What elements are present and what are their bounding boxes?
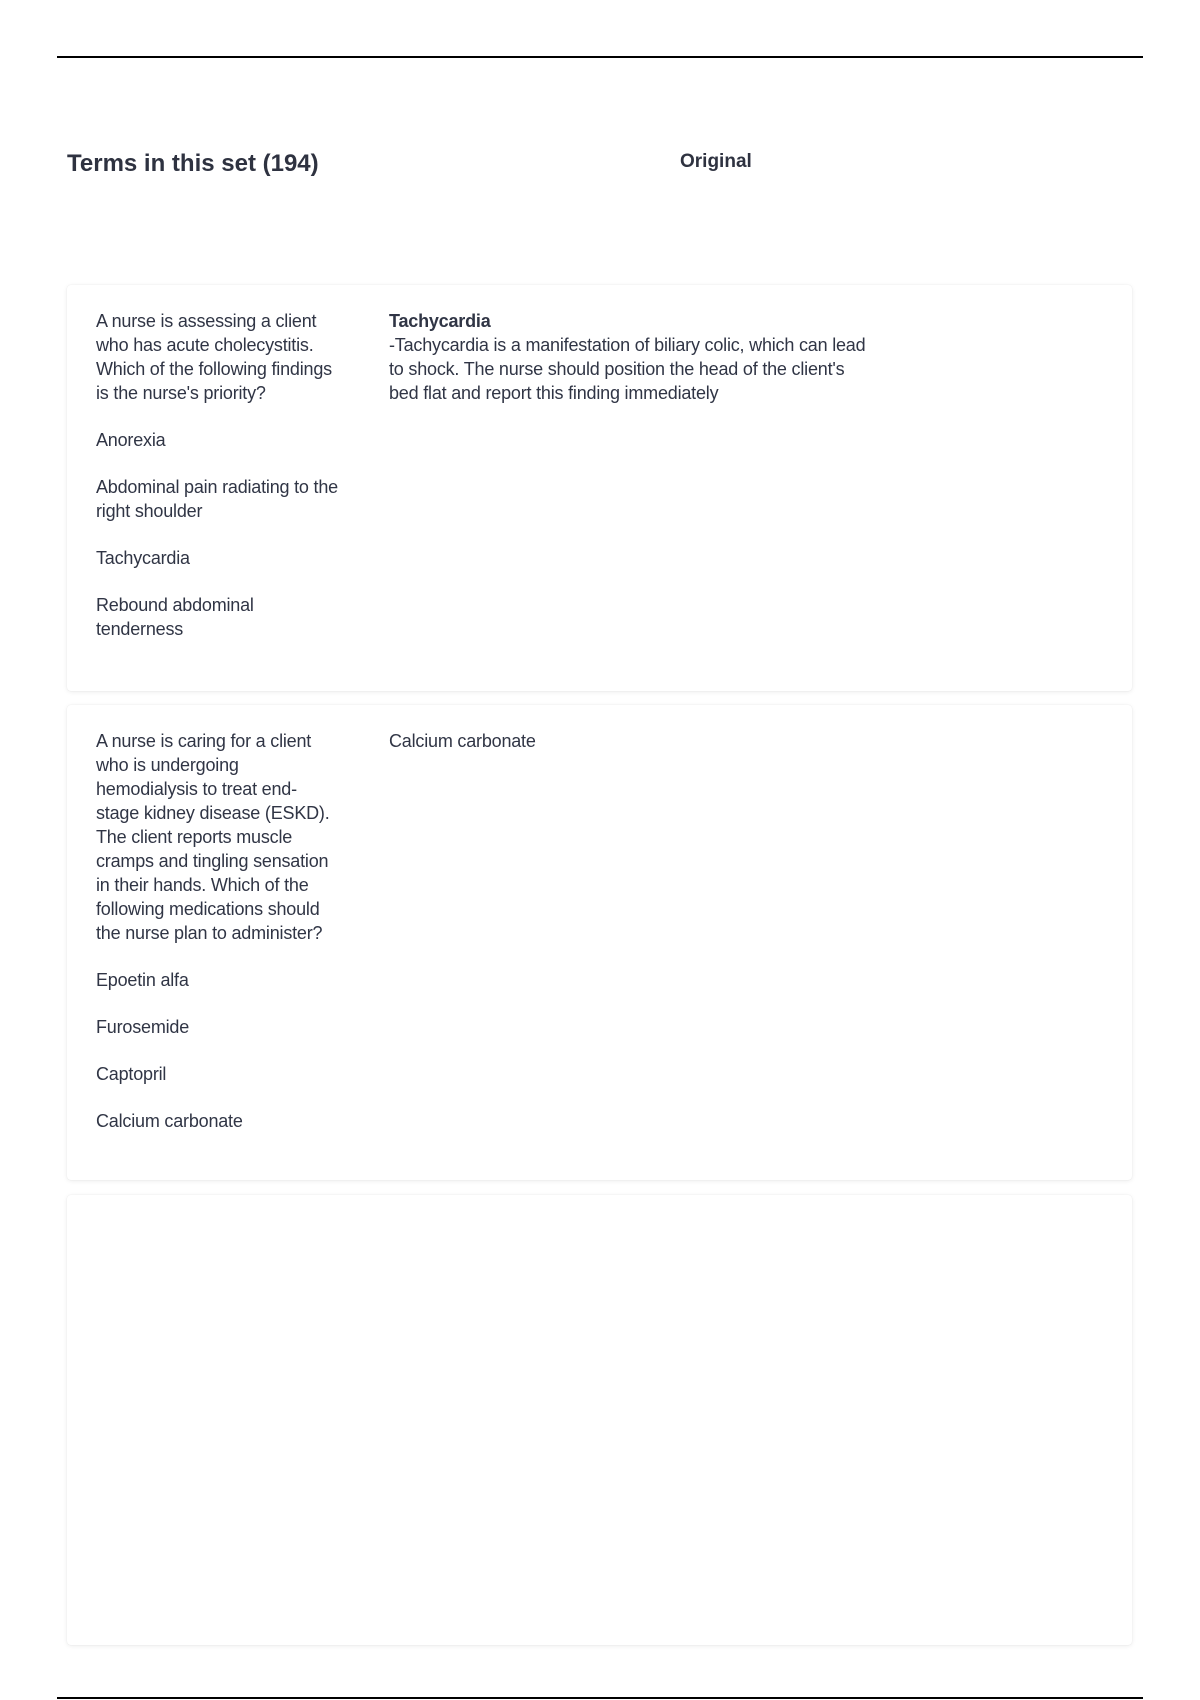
column-label: Original (680, 151, 752, 172)
bottom-rule (57, 1697, 1143, 1699)
option-text: Abdominal pain radiating to the right shoulder (96, 477, 338, 521)
term-side (96, 729, 338, 1133)
term-card (67, 705, 1132, 1180)
term-card (67, 285, 1132, 691)
option-text: Furosemide (96, 1017, 190, 1037)
option-text: Epoetin alfa (96, 970, 189, 990)
answer-text: Calcium carbonate (389, 731, 536, 751)
definition-side (389, 309, 869, 405)
option-text: Calcium carbonate (96, 1111, 243, 1131)
answer-text: -Tachycardia is a manifestation of biliary colic, which can lead to shock. The nurse should position the head of the client's bed flat and report this finding immediately (389, 335, 866, 403)
question-text: A nurse is assessing a client who has acute cholecystitis. Which of the following findings is the nurse's priority? (96, 311, 332, 403)
term-card (67, 1195, 1132, 1645)
term-side (96, 309, 338, 641)
set-title: Terms in this set (194) (67, 150, 319, 177)
option-text: Captopril (96, 1064, 167, 1084)
definition-side (389, 729, 869, 753)
question-text: A nurse is caring for a client who is undergoing hemodialysis to treat end-stage kidney disease (ESKD). The client reports muscle cramps and tingling sensation in their hands. Which of the following medications should the nurse plan to administer? (96, 731, 330, 943)
option-text: Tachycardia (96, 548, 190, 568)
option-text: Rebound abdominal tenderness (96, 595, 254, 639)
option-text: Anorexia (96, 430, 166, 450)
top-rule (57, 56, 1143, 58)
answer-title: Tachycardia (389, 311, 491, 331)
